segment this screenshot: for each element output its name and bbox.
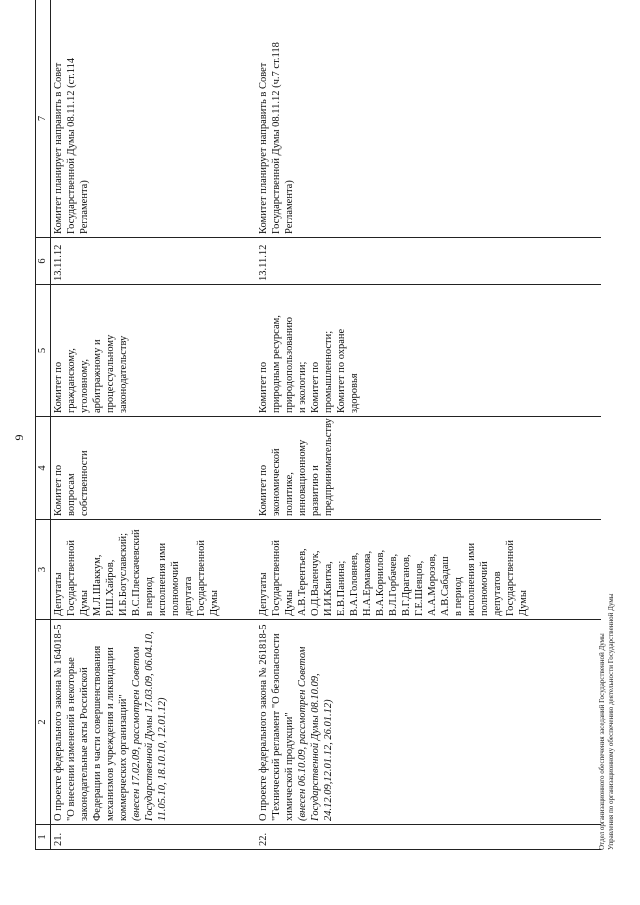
author-line: в период	[144, 576, 155, 616]
co-committee-line: Комитет по	[53, 361, 64, 413]
bill-cell	[256, 620, 601, 825]
author-line: И.Б.Богуславский;	[118, 532, 129, 616]
co-committee-line: гражданскому,	[66, 348, 77, 413]
column-header: 3	[36, 520, 51, 620]
author-line: Государственной	[504, 540, 516, 616]
co-committee-line: Комитет по	[309, 361, 321, 413]
committee-cell: Комитет по экономической политике, инновационному развитию и предпринимательству	[256, 417, 601, 520]
author-line: Думы	[79, 590, 90, 616]
co-committee-line: природопользованию	[283, 317, 295, 413]
bill-cell	[51, 620, 256, 825]
author-line: исполнения ими	[157, 542, 168, 616]
co-committee-line: здоровья	[348, 373, 360, 413]
author-line: Депутаты	[53, 572, 64, 616]
co-committee-line: процессуальному	[105, 334, 116, 413]
row-number: 21.	[51, 825, 256, 850]
column-header: 4	[36, 417, 51, 520]
author-line: Р.Ш.Хайров,	[105, 559, 116, 616]
bill-note: (внесен 17.02.09, рассмотрен Советом Государственной Думы 17.03.09, 06.04.10, 11.05.10, 18.10.10, 12.01.12)	[131, 631, 168, 821]
page-number: 9	[12, 434, 26, 441]
co-committee-line: Комитет по охране	[335, 328, 347, 413]
author-line: Государственной	[196, 540, 207, 616]
committee-cell: Комитет по вопросам собственности	[51, 417, 256, 520]
author-line: А.В.Терентьев,	[296, 548, 308, 616]
table-row	[256, 0, 601, 850]
co-committee-line: промышленности;	[322, 330, 334, 413]
author-line: Думы	[283, 590, 295, 616]
bills-table	[35, 0, 601, 850]
column-numbers-row	[36, 0, 51, 850]
footer	[598, 594, 616, 850]
author-line: А.А.Морозов,	[426, 553, 438, 616]
author-line: В.А.Корнилов,	[374, 549, 386, 616]
co-committee-line: уголовному,	[79, 359, 90, 413]
footer-line: Управления по организационному обеспечению деятельности Государственной Думы	[607, 593, 615, 850]
author-line: Государственной	[270, 540, 282, 616]
bill-title: О проекте федерального закона № 164018-5 "О внесении изменений в некоторые законодательные акты Российской Федерации в части совершенствования механизмов учреждения и ликвидации коммерческих организаций"	[53, 624, 129, 821]
author-line: исполнения ими	[465, 542, 477, 616]
author-line: Г.Е.Шевцов,	[413, 560, 425, 616]
action-cell: Комитет планирует направить в Совет Государственной Думы 08.11.12 (ч.7 ст.118 Регламента)	[256, 0, 601, 238]
author-line: депутатов	[491, 571, 503, 616]
bill-note: (внесен 06.10.09, рассмотрен Советом Государственной Думы 08.10.09, 24.12.09,12.01.12, 26.01.12)	[296, 646, 334, 821]
authors-cell	[256, 520, 601, 620]
author-line: полномочий	[170, 561, 181, 616]
column-header: 1	[36, 825, 51, 850]
co-committee-line: законодательству	[118, 335, 129, 413]
author-line: Е.В.Панина;	[335, 560, 347, 616]
author-line: полномочий	[478, 561, 490, 616]
column-header: 6	[36, 238, 51, 285]
row-number: 22.	[256, 825, 601, 850]
footer-line: Отдел организационного обеспечения заседаний Государственной Думы	[598, 633, 606, 850]
date-cell: 13.11.12	[51, 238, 256, 285]
co-committee-line: природным ресурсам,	[270, 315, 282, 413]
author-line: Депутаты	[257, 572, 269, 616]
column-header: 7	[36, 0, 51, 238]
column-header: 2	[36, 620, 51, 825]
bill-title: О проекте федерального закона № 261818-5 "Технический регламент "О безопасности химической продукции"	[257, 624, 295, 821]
author-line: Думы	[517, 590, 529, 616]
co-committees-cell	[256, 285, 601, 417]
author-line: И.И.Квитка,	[322, 561, 334, 616]
column-header: 5	[36, 285, 51, 417]
author-line: депутата	[183, 576, 194, 616]
date-cell: 13.11.12	[256, 238, 601, 285]
author-line: А.В.Сабадаш	[439, 556, 451, 616]
action-cell: Комитет планирует направить в Совет Государственной Думы 08.11.12 (ст.114 Регламента)	[51, 0, 256, 238]
author-line: В.А.Головнев,	[348, 552, 360, 616]
author-line: Государственной	[66, 540, 77, 616]
author-line: В.Л.Горбачев,	[387, 553, 399, 616]
author-line: Думы	[209, 590, 220, 616]
author-line: в период	[452, 576, 464, 616]
authors-cell	[51, 520, 256, 620]
co-committee-line: и экологии;	[296, 361, 308, 413]
author-line: В.С.Плескачевский	[131, 529, 142, 616]
author-line: В.Г.Драганов,	[400, 554, 412, 616]
author-line: О.Д.Валенчук,	[309, 550, 321, 616]
table-row	[51, 0, 256, 850]
author-line: Н.А.Ермакова,	[361, 550, 373, 616]
author-line: М.Л.Шаккум,	[92, 554, 103, 616]
co-committees-cell	[51, 285, 256, 417]
co-committee-line: арбитражному и	[92, 339, 103, 413]
co-committee-line: Комитет по	[257, 361, 269, 413]
